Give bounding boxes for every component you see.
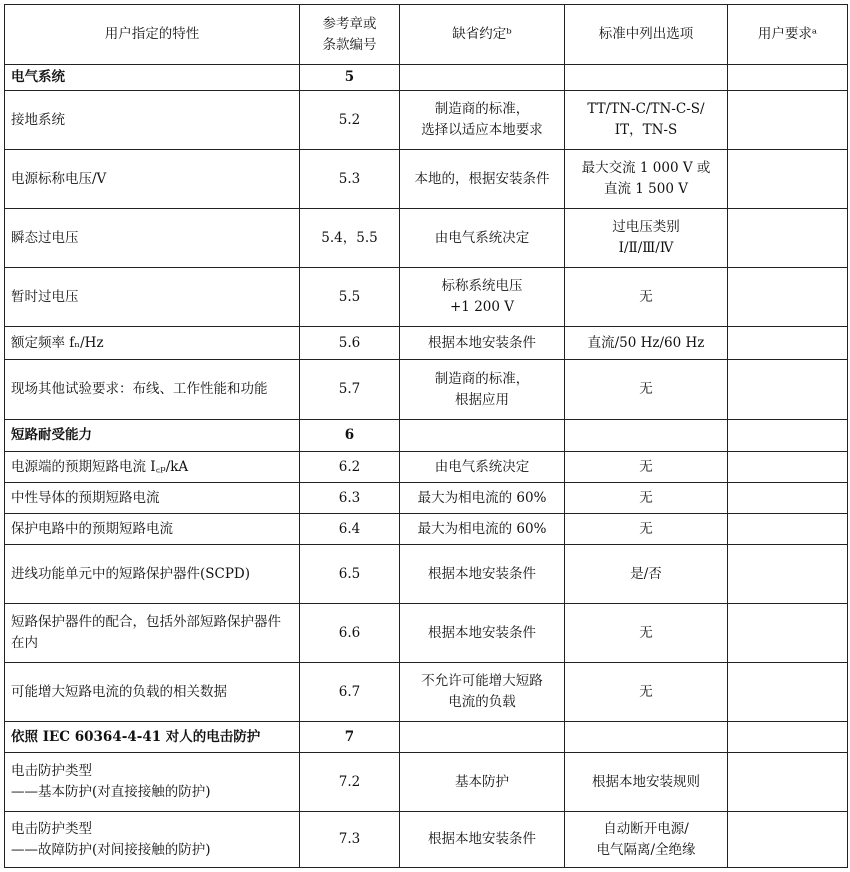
table-row xyxy=(5,604,848,663)
cell-characteristic xyxy=(5,812,300,868)
cell-user-requirement xyxy=(728,483,848,514)
cell-options: 根据本地安装规则 xyxy=(565,753,728,812)
cell-reference: 5.4，5.5 xyxy=(300,209,400,268)
table-row xyxy=(5,483,848,514)
cell-reference: 7.2 xyxy=(300,753,400,812)
cell-reference: 5.5 xyxy=(300,268,400,327)
cell-options: 无 xyxy=(565,514,728,545)
cell-characteristic: 接地系统 xyxy=(5,91,300,150)
header-reference-line2: 条款编号 xyxy=(322,36,377,53)
table-row xyxy=(5,91,848,150)
cell-default: 基本防护 xyxy=(400,753,565,812)
cell-characteristic: 电源端的预期短路电流 I꜀ₚ/kA xyxy=(5,452,300,483)
cell-characteristic: 进线功能单元中的短路保护器件(SCPD) xyxy=(5,545,300,604)
cell-user-requirement xyxy=(728,65,848,91)
cell-options-line2: 直流 1 500 V xyxy=(604,181,688,197)
cell-default xyxy=(400,91,565,150)
cell-options-line2: 电气隔离/全绝缘 xyxy=(596,841,696,858)
cell-characteristic-line1: 电击防护类型 xyxy=(11,820,92,837)
table-row xyxy=(5,663,848,722)
cell-options: 无 xyxy=(565,268,728,327)
header-reference-line1: 参考章或 xyxy=(322,15,377,32)
cell-options xyxy=(565,65,728,91)
table-row xyxy=(5,753,848,812)
cell-reference: 7 xyxy=(300,722,400,753)
table-row xyxy=(5,65,848,91)
cell-user-requirement xyxy=(728,360,848,420)
table-row xyxy=(5,452,848,483)
table-row xyxy=(5,545,848,604)
table-row xyxy=(5,812,848,868)
cell-default: 由电气系统决定 xyxy=(400,209,565,268)
cell-default xyxy=(400,663,565,722)
cell-default: 根据本地安装条件 xyxy=(400,604,565,663)
cell-characteristic-line1: 电击防护类型 xyxy=(11,763,92,779)
cell-characteristic: 电源标称电压/V xyxy=(5,150,300,209)
table-row xyxy=(5,360,848,420)
cell-user-requirement xyxy=(728,722,848,753)
cell-characteristic: 现场其他试验要求：布线、工作性能和功能 xyxy=(5,360,300,420)
cell-options xyxy=(565,209,728,268)
cell-characteristic: 瞬态过电压 xyxy=(5,209,300,268)
cell-user-requirement xyxy=(728,753,848,812)
cell-reference: 6.7 xyxy=(300,663,400,722)
cell-user-requirement xyxy=(728,91,848,150)
cell-reference: 5.2 xyxy=(300,91,400,150)
cell-characteristic: 可能增大短路电流的负载的相关数据 xyxy=(5,663,300,722)
header-default: 缺省约定ᵇ xyxy=(400,5,565,65)
table-row xyxy=(5,420,848,452)
cell-options-line1: 自动断开电源/ xyxy=(603,820,689,837)
table-row xyxy=(5,150,848,209)
cell-options xyxy=(565,150,728,209)
cell-reference: 6.4 xyxy=(300,514,400,545)
specification-table xyxy=(4,4,848,868)
cell-reference: 5.7 xyxy=(300,360,400,420)
cell-reference: 6.6 xyxy=(300,604,400,663)
cell-reference: 5 xyxy=(300,65,400,91)
header-characteristic: 用户指定的特性 xyxy=(5,5,300,65)
cell-characteristic: 额定频率 fₙ/Hz xyxy=(5,327,300,360)
cell-characteristic-line2: ——故障防护(对间接接触的防护) xyxy=(11,841,211,858)
cell-options xyxy=(565,420,728,452)
cell-options: 直流/50 Hz/60 Hz xyxy=(565,327,728,360)
cell-reference: 6.2 xyxy=(300,452,400,483)
cell-default: 本地的，根据安装条件 xyxy=(400,150,565,209)
header-user-requirement: 用户要求ᵃ xyxy=(728,5,848,65)
cell-characteristic: 保护电路中的预期短路电流 xyxy=(5,514,300,545)
cell-default-line2: 根据应用 xyxy=(455,391,509,408)
cell-reference: 7.3 xyxy=(300,812,400,868)
cell-default-line1: 不允许可能增大短路 xyxy=(421,673,543,689)
cell-characteristic: 电气系统 xyxy=(5,65,300,91)
cell-default-line1: 制造商的标准， xyxy=(434,101,530,117)
cell-options: 无 xyxy=(565,360,728,420)
cell-options: 无 xyxy=(565,483,728,514)
cell-default xyxy=(400,268,565,327)
cell-reference: 5.6 xyxy=(300,327,400,360)
cell-default: 根据本地安装条件 xyxy=(400,545,565,604)
cell-default xyxy=(400,420,565,452)
cell-user-requirement xyxy=(728,150,848,209)
cell-default: 根据本地安装条件 xyxy=(400,812,565,868)
table-header-row xyxy=(5,5,848,65)
cell-options: 无 xyxy=(565,452,728,483)
cell-options: 是/否 xyxy=(565,545,728,604)
cell-user-requirement xyxy=(728,452,848,483)
cell-user-requirement xyxy=(728,209,848,268)
cell-options: 无 xyxy=(565,663,728,722)
cell-user-requirement xyxy=(728,268,848,327)
cell-default xyxy=(400,360,565,420)
cell-user-requirement xyxy=(728,604,848,663)
cell-options-line2: Ⅰ/Ⅱ/Ⅲ/Ⅳ xyxy=(618,240,674,256)
cell-default-line2: +1 200 V xyxy=(450,299,514,315)
cell-options-line1: 过电压类别 xyxy=(612,219,680,235)
cell-options-line1: 最大交流 1 000 V 或 xyxy=(581,160,711,176)
header-reference xyxy=(300,5,400,65)
cell-default: 最大为相电流的 60% xyxy=(400,514,565,545)
cell-default-line2: 选择以适应本地要求 xyxy=(421,122,543,138)
table-row xyxy=(5,209,848,268)
cell-options-line2: IT，TN-S xyxy=(614,122,678,138)
cell-reference: 6.3 xyxy=(300,483,400,514)
cell-reference: 6.5 xyxy=(300,545,400,604)
cell-reference: 6 xyxy=(300,420,400,452)
cell-user-requirement xyxy=(728,812,848,868)
cell-characteristic: 短路保护器件的配合，包括外部短路保护器件在内 xyxy=(5,604,300,663)
cell-characteristic: 依照 IEC 60364-4-41 对人的电击防护 xyxy=(5,722,300,753)
cell-default: 根据本地安装条件 xyxy=(400,327,565,360)
table-row xyxy=(5,514,848,545)
cell-default: 由电气系统决定 xyxy=(400,452,565,483)
cell-user-requirement xyxy=(728,514,848,545)
cell-user-requirement xyxy=(728,327,848,360)
cell-default xyxy=(400,65,565,91)
table-row xyxy=(5,268,848,327)
cell-default: 最大为相电流的 60% xyxy=(400,483,565,514)
cell-options-line1: TT/TN-C/TN-C-S/ xyxy=(587,101,705,117)
cell-options xyxy=(565,91,728,150)
table-row xyxy=(5,327,848,360)
cell-characteristic-line2: ——基本防护(对直接接触的防护) xyxy=(11,784,211,800)
cell-options xyxy=(565,812,728,868)
cell-options: 无 xyxy=(565,604,728,663)
cell-characteristic: 中性导体的预期短路电流 xyxy=(5,483,300,514)
cell-characteristic xyxy=(5,753,300,812)
cell-characteristic: 短路耐受能力 xyxy=(5,420,300,452)
table-row xyxy=(5,722,848,753)
cell-user-requirement xyxy=(728,663,848,722)
cell-user-requirement xyxy=(728,545,848,604)
header-options: 标准中列出选项 xyxy=(565,5,728,65)
cell-default xyxy=(400,722,565,753)
cell-default-line1: 标称系统电压 xyxy=(441,278,523,294)
cell-reference: 5.3 xyxy=(300,150,400,209)
cell-characteristic: 暂时过电压 xyxy=(5,268,300,327)
cell-default-line1: 制造商的标准， xyxy=(434,370,530,387)
cell-options xyxy=(565,722,728,753)
cell-default-line2: 电流的负载 xyxy=(448,694,516,710)
cell-user-requirement xyxy=(728,420,848,452)
